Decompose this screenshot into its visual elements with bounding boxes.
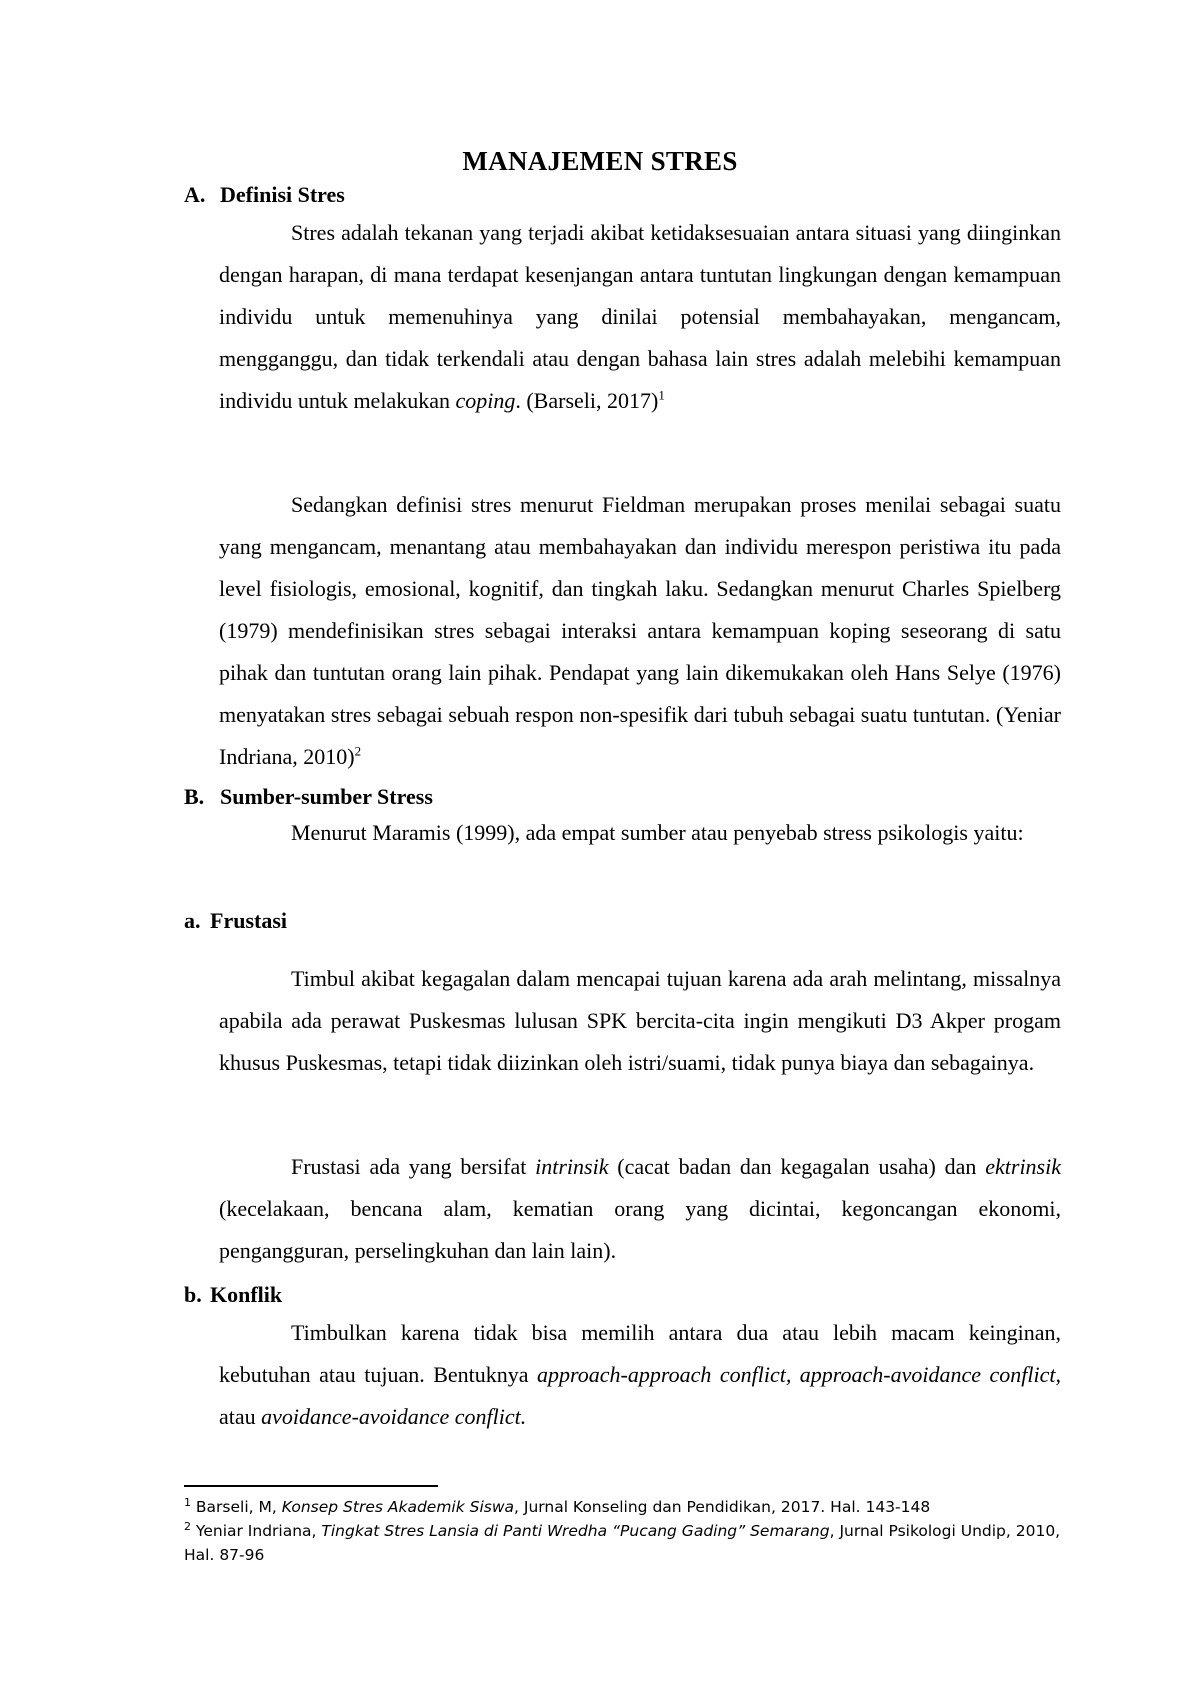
subsection-heading-a xyxy=(184,908,287,934)
section-marker: A. xyxy=(184,182,206,207)
paragraph-italic: avoidance-avoidance conflict. xyxy=(261,1404,527,1429)
page-title: MANAJEMEN STRES xyxy=(462,146,738,176)
subsection-marker: a. xyxy=(184,908,201,933)
paragraph-sumber xyxy=(219,812,1061,854)
footnote-text: Barseli, M, xyxy=(191,1498,282,1516)
subsection-heading-b xyxy=(184,1282,282,1308)
footnote-divider xyxy=(184,1485,438,1487)
footnote-italic: Tingkat Stres Lansia di Panti Wredha “Pucang Gading” Semarang xyxy=(321,1522,830,1540)
section-title: Sumber-sumber Stress xyxy=(220,784,433,809)
paragraph-italic: ektrinsik xyxy=(985,1154,1061,1179)
section-heading-a xyxy=(184,182,345,208)
paragraph-italic: coping xyxy=(455,388,516,413)
section-heading-b xyxy=(184,784,433,810)
paragraph-konflik xyxy=(219,1312,1061,1438)
footnote-ref: 1 xyxy=(658,387,665,403)
paragraph-italic: intrinsik xyxy=(535,1154,609,1179)
paragraph-text: (kecelakaan, bencana alam, kematian orang yang dicintai, kegoncangan ekonomi, pengangguran, perselingkuhan dan lain lain). xyxy=(219,1196,1061,1263)
paragraph-italic: approach-approach conflict, approach-avoidance conflict, xyxy=(537,1362,1062,1387)
paragraph-text: Sedangkan definisi stres menurut Fieldman merupakan proses menilai sebagai suatu yang mengancam, menantang atau membahayakan dan individu merespon peristiwa itu pada level fisiologis, emosional, kognitif, dan tingkah laku. Sedangkan menurut Charles Spielberg (1979) mendefinisikan stres sebagai interaksi antara kemampuan koping seseorang di satu pihak dan tuntutan orang lain pihak. Pendapat yang lain dikemukakan oleh Hans Selye (1976) menyatakan stres sebagai sebuah respon non-spesifik dari tubuh sebagai suatu tuntutan. (Yeniar Indriana, 2010) xyxy=(219,492,1061,769)
paragraph-definisi-1 xyxy=(219,212,1061,422)
footnote-number: 1 xyxy=(184,1495,191,1509)
paragraph-text: . (Barseli, 2017) xyxy=(515,388,659,413)
paragraph-text: atau xyxy=(219,1404,262,1429)
footnote-ref: 2 xyxy=(354,743,362,759)
paragraph-frustasi-1 xyxy=(219,958,1061,1084)
footnote-text: Yeniar Indriana, xyxy=(191,1522,322,1540)
footnote-2 xyxy=(184,1519,1064,1567)
section-marker: B. xyxy=(184,784,205,809)
subsection-title: Frustasi xyxy=(210,908,287,933)
paragraph-frustasi-2 xyxy=(219,1146,1061,1272)
paragraph-text: Timbul akibat kegagalan dalam mencapai tujuan karena ada arah melintang, missalnya apabila ada perawat Puskesmas lulusan SPK bercita-cita ingin mengikuti D3 Akper progam khusus Puskesmas, tetapi tidak diizinkan oleh istri/suami, tidak punya biaya dan sebagainya. xyxy=(219,966,1061,1075)
footnote-1 xyxy=(184,1495,1064,1519)
footnotes xyxy=(184,1495,1064,1567)
footnote-italic: Konsep Stres Akademik Siswa xyxy=(281,1498,515,1516)
paragraph-definisi-2 xyxy=(219,484,1061,778)
paragraph-text: Frustasi ada yang bersifat xyxy=(291,1154,536,1179)
paragraph-text: (cacat badan dan kegagalan usaha) dan xyxy=(608,1154,986,1179)
footnote-number: 2 xyxy=(184,1519,191,1533)
section-title: Definisi Stres xyxy=(220,182,345,207)
paragraph-text: Timbulkan karena tidak bisa memilih antara dua atau lebih macam keinginan, kebutuhan atau tujuan. Bentuknya xyxy=(219,1320,1061,1387)
subsection-title: Konflik xyxy=(210,1282,283,1307)
footnote-text: , Jurnal Konseling dan Pendidikan, 2017. Hal. 143-148 xyxy=(514,1498,931,1516)
footnote-text: , Jurnal Psikologi Undip, 2010, Hal. 87-96 xyxy=(184,1522,1061,1564)
paragraph-text: Stres adalah tekanan yang terjadi akibat ketidaksesuaian antara situasi yang diinginkan dengan harapan, di mana terdapat kesenjangan antara tuntutan lingkungan dengan kemampuan individu untuk memenuhinya yang dinilai potensial membahayakan, mengancam, mengganggu, dan tidak terkendali atau dengan bahasa lain stres adalah melebihi kemampuan individu untuk melakukan xyxy=(219,220,1061,413)
paragraph-text: Menurut Maramis (1999), ada empat sumber atau penyebab stress psikologis yaitu: xyxy=(291,820,1024,845)
subsection-marker: b. xyxy=(184,1282,202,1307)
